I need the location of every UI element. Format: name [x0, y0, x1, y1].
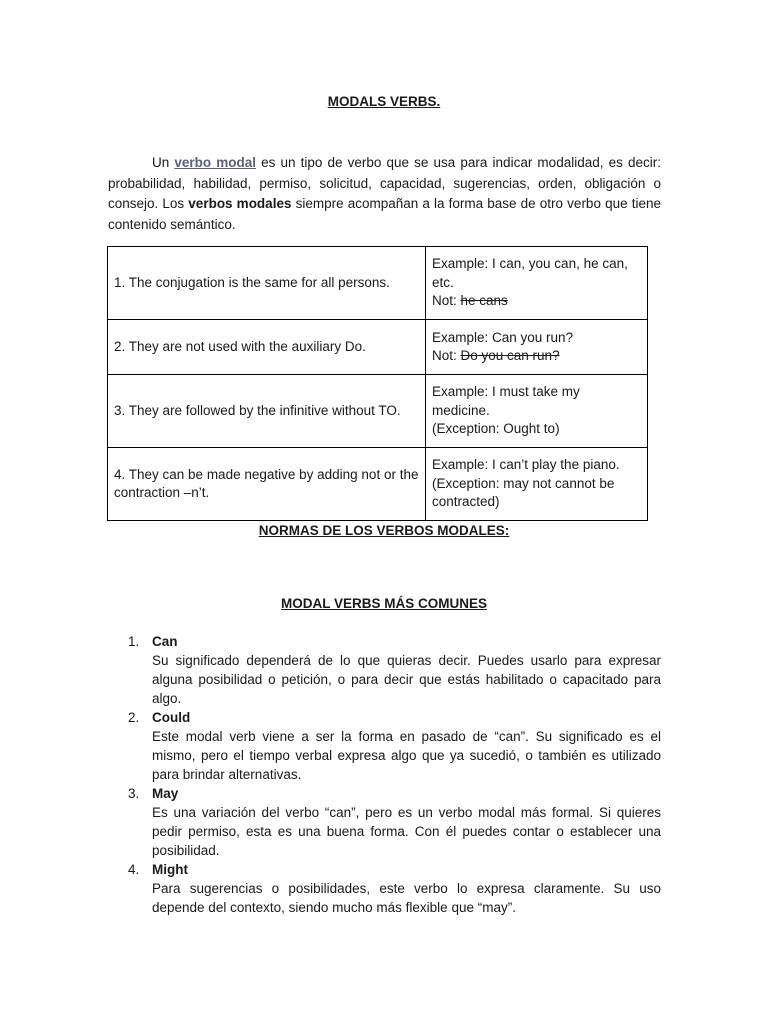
item-name: Can: [152, 634, 178, 649]
table-row: [108, 375, 648, 448]
page-title: MODALS VERBS.: [327, 94, 441, 109]
item-description: Su significado dependerá de lo que quieras decir. Puedes usarlo para expresar alguna posibilidad o petición, o para decir que estás habilitado o capacitado para algo.: [152, 653, 661, 706]
intro-text-1: Un: [152, 155, 175, 170]
example-cell: [426, 448, 648, 521]
exception-text: (Exception: may not cannot be contracted): [432, 475, 615, 510]
common-modals-heading: MODAL VERBS MÁS COMUNES: [280, 596, 487, 611]
item-description: Para sugerencias o posibilidades, este verbo lo expresa claramente. Su uso depende del contexto, siendo mucho más flexible que “may”.: [152, 881, 661, 915]
example-cell: [426, 375, 648, 448]
example-cell: [426, 320, 648, 375]
item-number: 2.: [128, 710, 140, 725]
incorrect-example: he cans: [460, 293, 508, 309]
list-item: [128, 708, 661, 784]
item-name: Might: [152, 862, 188, 877]
intro-bold: verbos modales: [188, 196, 292, 211]
example-cell: [426, 247, 648, 320]
example-text: Example: I can’t play the piano.: [432, 457, 620, 473]
item-name: May: [152, 786, 179, 801]
rule-cell: 1. The conjugation is the same for all persons.: [108, 247, 426, 320]
table-row: [108, 320, 648, 375]
list-item: [128, 784, 661, 860]
item-name: Could: [152, 710, 191, 725]
exception-text: (Exception: Ought to): [432, 421, 560, 437]
item-number: 1.: [128, 634, 140, 649]
rule-cell: 2. They are not used with the auxiliary Do.: [108, 320, 426, 375]
list-item: [128, 632, 661, 708]
not-example: [432, 347, 641, 366]
item-description: Es una variación del verbo “can”, pero es un verbo modal más formal. Si quieres pedir permiso, esta es una buena forma. Con él puedes contar o establecer una posibilidad.: [152, 805, 661, 858]
item-number: 4.: [128, 862, 140, 877]
verbo-modal-link[interactable]: verbo modal: [174, 155, 257, 170]
example-text: Example: I must take my medicine.: [432, 384, 580, 418]
item-description: Este modal verb viene a ser la forma en pasado de “can”. Su significado es el mismo, pero el tiempo verbal expresa algo que ya sucedió, o también es utilizado para brindar alternativas.: [152, 729, 661, 782]
example-text: Example: Can you run?: [432, 329, 574, 345]
not-label: Not:: [432, 348, 461, 363]
item-number: 3.: [128, 786, 140, 801]
list-item: [128, 860, 661, 917]
rule-cell: 4. They can be made negative by adding not or the contraction –n’t.: [108, 448, 426, 521]
common-modals-list: [128, 632, 661, 917]
intro-text-2: es un tipo de verbo que se usa para indicar modalidad, es decir: probabilidad, habilidad, permiso, solicitud, capacidad, sugerencias, orden, obligación o consejo. Los: [108, 155, 661, 211]
intro-paragraph: [108, 153, 661, 235]
normas-heading: NORMAS DE LOS VERBOS MODALES:: [258, 523, 510, 538]
rule-cell: 3. They are followed by the infinitive without TO.: [108, 375, 426, 448]
table-row: [108, 448, 648, 521]
intro-text-3: siempre acompañan a la forma base de otro verbo que tiene contenido semántico.: [108, 196, 661, 232]
not-label: Not:: [432, 293, 461, 309]
table-row: [108, 247, 648, 320]
incorrect-example: Do you can run?: [460, 348, 560, 363]
not-example: [432, 292, 641, 311]
example-text: Example: I can, you can, he can, etc.: [432, 256, 628, 290]
rules-table: [107, 246, 648, 521]
